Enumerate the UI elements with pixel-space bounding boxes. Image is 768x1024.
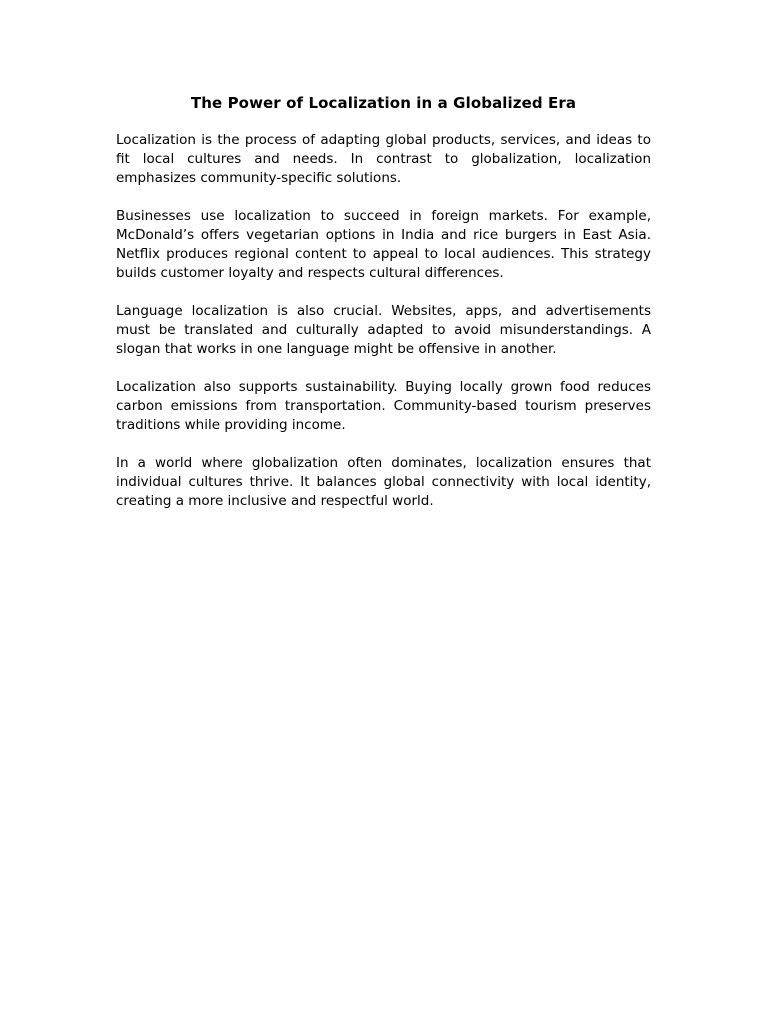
document-page xyxy=(116,92,651,511)
paragraph-intro: Localization is the process of adapting global products, services, and ideas to fit local cultures and needs. In contrast to globalization, localization emphasizes community-specific solutions. xyxy=(116,132,651,186)
paragraph-business: Businesses use localization to succeed in foreign markets. For example, McDonald’s offers vegetarian options in India and rice burgers in East Asia. Netflix produces regional content to appeal to local audiences. This strategy builds customer loyalty and respects cultural differences. xyxy=(116,208,651,281)
paragraph-sustainability: Localization also supports sustainability. Buying locally grown food reduces carbon emissions from transportation. Community-based tourism preserves traditions while providing income. xyxy=(116,379,651,433)
paragraph-language: Language localization is also crucial. Websites, apps, and advertisements must be translated and culturally adapted to avoid misunderstandings. A slogan that works in one language might be offensive in another. xyxy=(116,303,651,357)
paragraph-conclusion: In a world where globalization often dominates, localization ensures that individual cultures thrive. It balances global connectivity with local identity, creating a more inclusive and respectful world. xyxy=(116,455,651,509)
document-title: The Power of Localization in a Globalized Era xyxy=(190,94,577,112)
